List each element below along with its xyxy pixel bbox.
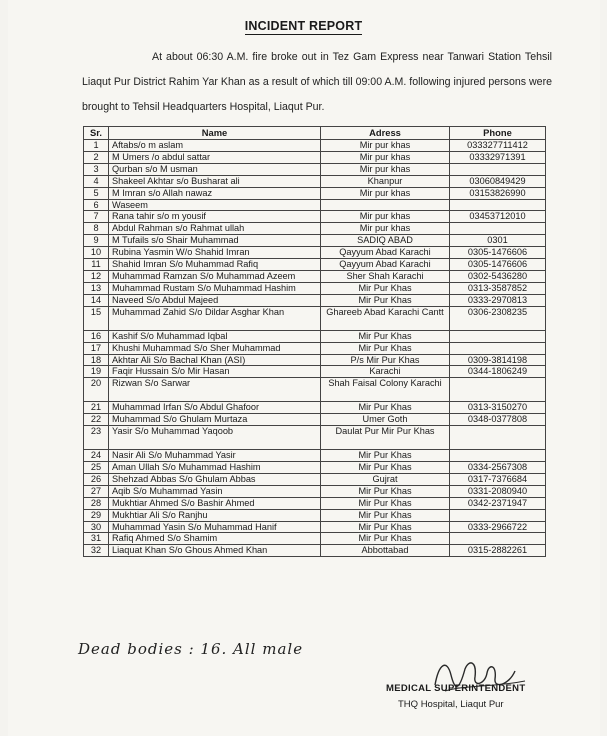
row-phone: 0306-2308235 — [450, 306, 546, 330]
row-sr: 11 — [84, 259, 109, 271]
row-phone — [450, 199, 546, 211]
row-name: Muhammad Ramzan S/o Muhammad Azeem — [109, 270, 321, 282]
row-address: Mir Pur Khas — [321, 497, 450, 509]
row-address: Umer Goth — [321, 414, 450, 426]
row-address: Khanpur — [321, 175, 450, 187]
table-row — [84, 282, 546, 294]
row-phone: 0302-5436280 — [450, 270, 546, 282]
row-phone: 0309-3814198 — [450, 354, 546, 366]
table-row — [84, 414, 546, 426]
row-name: Muhammad Irfan S/o Abdul Ghafoor — [109, 402, 321, 414]
row-phone: 0333-2966722 — [450, 521, 546, 533]
row-phone: 0313-3587852 — [450, 282, 546, 294]
header-phone: Phone — [450, 127, 546, 140]
row-sr: 29 — [84, 509, 109, 521]
row-phone: 0305-1476606 — [450, 259, 546, 271]
row-sr: 12 — [84, 270, 109, 282]
row-phone: 033327711412 — [450, 140, 546, 152]
row-address: Mir Pur Khas — [321, 450, 450, 462]
row-address: Qayyum Abad Karachi — [321, 247, 450, 259]
row-phone — [450, 509, 546, 521]
intro-paragraph: At about 06:30 A.M. fire broke out in Tez Gam Express near Tanwari Station Tehsil Liaqut Pur District Rahim Yar Khan as a result of which till 09:00 A.M. following injured persons were brought to Tehsil Headquarters Hospital, Liaqut Pur. — [82, 51, 552, 113]
row-name: Muhammad Zahid S/o Dildar Asghar Khan — [109, 306, 321, 330]
row-name: Aman Ullah S/o Muhammad Hashim — [109, 462, 321, 474]
row-name: Qurban s/o M usman — [109, 163, 321, 175]
header-name: Name — [109, 127, 321, 140]
row-address: Mir Pur Khas — [321, 533, 450, 545]
row-sr: 27 — [84, 485, 109, 497]
row-phone: 03153826990 — [450, 187, 546, 199]
row-address: Shah Faisal Colony Karachi — [321, 378, 450, 402]
table-row — [84, 533, 546, 545]
row-address: Karachi — [321, 366, 450, 378]
table-row — [84, 175, 546, 187]
row-sr: 7 — [84, 211, 109, 223]
row-name: Rafiq Ahmed S/o Shamim — [109, 533, 321, 545]
row-phone — [450, 450, 546, 462]
report-title-text: INCIDENT REPORT — [244, 19, 363, 33]
row-phone: 03332971391 — [450, 151, 546, 163]
row-phone: 0315-2882261 — [450, 545, 546, 557]
row-sr: 1 — [84, 140, 109, 152]
row-address: Mir pur khas — [321, 223, 450, 235]
table-row — [84, 330, 546, 342]
table-row — [84, 473, 546, 485]
row-address: Mir Pur Khas — [321, 485, 450, 497]
row-sr: 14 — [84, 294, 109, 306]
row-address: Abbottabad — [321, 545, 450, 557]
row-address: Mir pur khas — [321, 151, 450, 163]
row-phone: 0331-2080940 — [450, 485, 546, 497]
table-row — [84, 521, 546, 533]
row-phone: 03453712010 — [450, 211, 546, 223]
row-sr: 18 — [84, 354, 109, 366]
row-address: Ghareeb Abad Karachi Cantt — [321, 306, 450, 330]
table-row — [84, 342, 546, 354]
row-address: Mir Pur Khas — [321, 282, 450, 294]
table-row — [84, 354, 546, 366]
row-sr: 6 — [84, 199, 109, 211]
row-sr: 16 — [84, 330, 109, 342]
table-row — [84, 545, 546, 557]
row-sr: 15 — [84, 306, 109, 330]
row-sr: 20 — [84, 378, 109, 402]
row-phone: 0301 — [450, 235, 546, 247]
header-address: Adress — [321, 127, 450, 140]
row-phone: 03060849429 — [450, 175, 546, 187]
row-address: Mir pur khas — [321, 163, 450, 175]
row-sr: 32 — [84, 545, 109, 557]
table-row — [84, 259, 546, 271]
row-name: M Tufails s/o Shair Muhammad — [109, 235, 321, 247]
row-name: Aqib S/o Muhammad Yasin — [109, 485, 321, 497]
row-name: Rana tahir s/o m yousif — [109, 211, 321, 223]
row-address: Mir Pur Khas — [321, 402, 450, 414]
row-sr: 9 — [84, 235, 109, 247]
table-row — [84, 223, 546, 235]
row-address: Mir Pur Khas — [321, 521, 450, 533]
row-name: Abdul Rahman s/o Rahmat ullah — [109, 223, 321, 235]
row-name: Naveed S/o Abdul Majeed — [109, 294, 321, 306]
row-name: Khushi Muhammad S/o Sher Muhammad — [109, 342, 321, 354]
row-name: Liaquat Khan S/o Ghous Ahmed Khan — [109, 545, 321, 557]
row-sr: 21 — [84, 402, 109, 414]
injured-persons-table — [83, 126, 546, 557]
row-sr: 17 — [84, 342, 109, 354]
row-phone: 0348-0377808 — [450, 414, 546, 426]
table-row — [84, 509, 546, 521]
row-sr: 10 — [84, 247, 109, 259]
row-sr: 24 — [84, 450, 109, 462]
row-name: Nasir Ali S/o Muhammad Yasir — [109, 450, 321, 462]
table-row — [84, 497, 546, 509]
row-address: P/s Mir Pur Khas — [321, 354, 450, 366]
row-phone — [450, 378, 546, 402]
row-phone — [450, 223, 546, 235]
table-row — [84, 270, 546, 282]
row-phone: 0333-2970813 — [450, 294, 546, 306]
row-sr: 28 — [84, 497, 109, 509]
row-sr: 22 — [84, 414, 109, 426]
row-name: Aftabs/o m aslam — [109, 140, 321, 152]
table-header-row — [84, 127, 546, 140]
header-sr: Sr. — [84, 127, 109, 140]
row-name: M Umers /o abdul sattar — [109, 151, 321, 163]
row-address: SADIQ ABAD — [321, 235, 450, 247]
row-name: Mukhtiar Ali S/o Ranjhu — [109, 509, 321, 521]
row-address: Mir Pur Khas — [321, 462, 450, 474]
row-sr: 2 — [84, 151, 109, 163]
table-row — [84, 151, 546, 163]
report-title — [0, 19, 607, 33]
table-row — [84, 462, 546, 474]
table-row — [84, 485, 546, 497]
table-row — [84, 306, 546, 330]
row-sr: 26 — [84, 473, 109, 485]
row-address: Mir Pur Khas — [321, 342, 450, 354]
row-sr: 8 — [84, 223, 109, 235]
row-phone: 0305-1476606 — [450, 247, 546, 259]
table-row — [84, 235, 546, 247]
row-phone — [450, 330, 546, 342]
row-sr: 3 — [84, 163, 109, 175]
row-phone: 0334-2567308 — [450, 462, 546, 474]
table-row — [84, 366, 546, 378]
row-address: Mir pur khas — [321, 187, 450, 199]
signature-subtitle: THQ Hospital, Liaqut Pur — [398, 699, 504, 710]
signature-title: MEDICAL SUPERINTENDENT — [386, 683, 526, 694]
row-address: Mir pur khas — [321, 140, 450, 152]
row-sr: 25 — [84, 462, 109, 474]
table-row — [84, 187, 546, 199]
row-name: Muhammad Yasin S/o Muhammad Hanif — [109, 521, 321, 533]
row-address: Daulat Pur Mir Pur Khas — [321, 426, 450, 450]
row-name: Muhammad S/o Ghulam Murtaza — [109, 414, 321, 426]
row-sr: 30 — [84, 521, 109, 533]
table-row — [84, 294, 546, 306]
row-name: Shehzad Abbas S/o Ghulam Abbas — [109, 473, 321, 485]
row-address: Mir pur khas — [321, 211, 450, 223]
row-name: Waseem — [109, 199, 321, 211]
row-phone: 0342-2371947 — [450, 497, 546, 509]
table-row — [84, 211, 546, 223]
table-row — [84, 163, 546, 175]
row-phone: 0313-3150270 — [450, 402, 546, 414]
table-row — [84, 402, 546, 414]
row-phone: 0317-7376684 — [450, 473, 546, 485]
row-sr: 19 — [84, 366, 109, 378]
row-name: Akhtar Ali S/o Bachal Khan (ASI) — [109, 354, 321, 366]
table-row — [84, 247, 546, 259]
row-address — [321, 199, 450, 211]
row-address: Mir Pur Khas — [321, 330, 450, 342]
row-sr: 4 — [84, 175, 109, 187]
table-row — [84, 140, 546, 152]
row-sr: 13 — [84, 282, 109, 294]
row-phone: 0344-1806249 — [450, 366, 546, 378]
row-address: Gujrat — [321, 473, 450, 485]
row-name: Kashif S/o Muhammad Iqbal — [109, 330, 321, 342]
row-phone — [450, 163, 546, 175]
row-sr: 23 — [84, 426, 109, 450]
row-address: Mir Pur Khas — [321, 509, 450, 521]
row-sr: 31 — [84, 533, 109, 545]
row-name: Shahid Imran S/o Muhammad Rafiq — [109, 259, 321, 271]
row-sr: 5 — [84, 187, 109, 199]
table-row — [84, 426, 546, 450]
row-name: Shakeel Akhtar s/o Busharat ali — [109, 175, 321, 187]
row-address: Sher Shah Karachi — [321, 270, 450, 282]
row-phone — [450, 342, 546, 354]
row-phone — [450, 426, 546, 450]
row-address: Mir Pur Khas — [321, 294, 450, 306]
row-name: Rizwan S/o Sarwar — [109, 378, 321, 402]
table-row — [84, 199, 546, 211]
row-name: Rubina Yasmin W/o Shahid Imran — [109, 247, 321, 259]
table-row — [84, 450, 546, 462]
row-name: Muhammad Rustam S/o Muhammad Hashim — [109, 282, 321, 294]
row-name: M Imran s/o Allah nawaz — [109, 187, 321, 199]
row-phone — [450, 533, 546, 545]
row-name: Faqir Hussain S/o Mir Hasan — [109, 366, 321, 378]
row-name: Yasir S/o Muhammad Yaqoob — [109, 426, 321, 450]
row-address: Qayyum Abad Karachi — [321, 259, 450, 271]
handwritten-note: Dead bodies : 16. All male — [78, 640, 304, 658]
table-row — [84, 378, 546, 402]
row-name: Mukhtiar Ahmed S/o Bashir Ahmed — [109, 497, 321, 509]
